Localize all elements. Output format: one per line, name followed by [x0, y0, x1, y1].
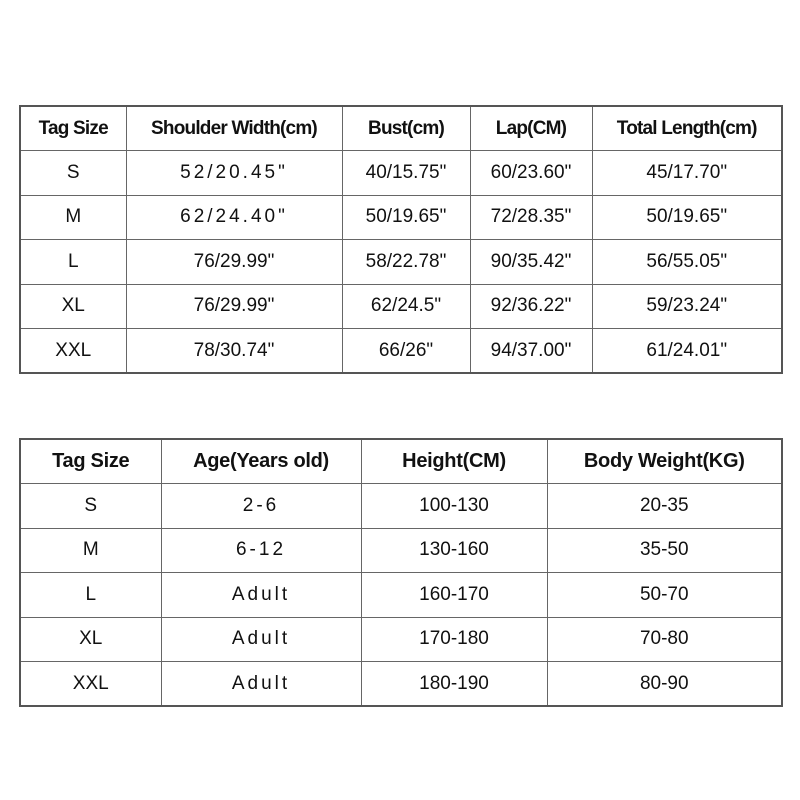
- cell-bust: 66/26": [342, 329, 470, 374]
- cell-body-weight: 20-35: [547, 484, 782, 529]
- size-table-garment: [19, 105, 783, 374]
- cell-tag-size: M: [20, 195, 126, 240]
- cell-body-weight: 35-50: [547, 528, 782, 573]
- cell-tag-size: S: [20, 151, 126, 196]
- cell-body-weight: 80-90: [547, 662, 782, 707]
- cell-height: 170-180: [361, 617, 547, 662]
- cell-shoulder-width: 76/29.99": [126, 240, 342, 285]
- header-lap: Lap(CM): [470, 106, 592, 151]
- cell-bust: 50/19.65": [342, 195, 470, 240]
- cell-bust: 62/24.5": [342, 284, 470, 329]
- header-body-weight: Body Weight(KG): [547, 439, 782, 484]
- cell-total-length: 61/24.01": [592, 329, 782, 374]
- table-header-row: [20, 439, 782, 484]
- header-tag-size: Tag Size: [20, 106, 126, 151]
- cell-tag-size: XXL: [20, 329, 126, 374]
- header-shoulder-width: Shoulder Width(cm): [126, 106, 342, 151]
- cell-height: 180-190: [361, 662, 547, 707]
- cell-lap: 72/28.35": [470, 195, 592, 240]
- table-row: [20, 662, 782, 707]
- cell-body-weight: 70-80: [547, 617, 782, 662]
- cell-age: Adult: [161, 617, 361, 662]
- cell-lap: 94/37.00": [470, 329, 592, 374]
- cell-shoulder-width: 52/20.45": [126, 151, 342, 196]
- table-header-row: [20, 106, 782, 151]
- size-table-body: [19, 438, 783, 707]
- cell-tag-size: L: [20, 240, 126, 285]
- table-row: [20, 151, 782, 196]
- header-age: Age(Years old): [161, 439, 361, 484]
- cell-total-length: 59/23.24": [592, 284, 782, 329]
- cell-total-length: 50/19.65": [592, 195, 782, 240]
- cell-shoulder-width: 62/24.40": [126, 195, 342, 240]
- header-bust: Bust(cm): [342, 106, 470, 151]
- table-row: [20, 284, 782, 329]
- header-tag-size: Tag Size: [20, 439, 161, 484]
- table-row: [20, 617, 782, 662]
- table-row: [20, 195, 782, 240]
- cell-age: 2-6: [161, 484, 361, 529]
- cell-tag-size: XL: [20, 617, 161, 662]
- cell-age: Adult: [161, 662, 361, 707]
- cell-lap: 92/36.22": [470, 284, 592, 329]
- cell-tag-size: L: [20, 573, 161, 618]
- cell-lap: 60/23.60": [470, 151, 592, 196]
- cell-bust: 58/22.78": [342, 240, 470, 285]
- table-row: [20, 329, 782, 374]
- cell-tag-size: XXL: [20, 662, 161, 707]
- cell-tag-size: XL: [20, 284, 126, 329]
- cell-age: 6-12: [161, 528, 361, 573]
- cell-body-weight: 50-70: [547, 573, 782, 618]
- cell-total-length: 56/55.05": [592, 240, 782, 285]
- cell-shoulder-width: 76/29.99": [126, 284, 342, 329]
- cell-age: Adult: [161, 573, 361, 618]
- cell-lap: 90/35.42": [470, 240, 592, 285]
- cell-tag-size: S: [20, 484, 161, 529]
- table-row: [20, 528, 782, 573]
- header-total-length: Total Length(cm): [592, 106, 782, 151]
- cell-height: 160-170: [361, 573, 547, 618]
- cell-bust: 40/15.75": [342, 151, 470, 196]
- cell-height: 100-130: [361, 484, 547, 529]
- table-row: [20, 240, 782, 285]
- table-row: [20, 573, 782, 618]
- table-row: [20, 484, 782, 529]
- cell-tag-size: M: [20, 528, 161, 573]
- cell-shoulder-width: 78/30.74": [126, 329, 342, 374]
- header-height: Height(CM): [361, 439, 547, 484]
- cell-total-length: 45/17.70": [592, 151, 782, 196]
- cell-height: 130-160: [361, 528, 547, 573]
